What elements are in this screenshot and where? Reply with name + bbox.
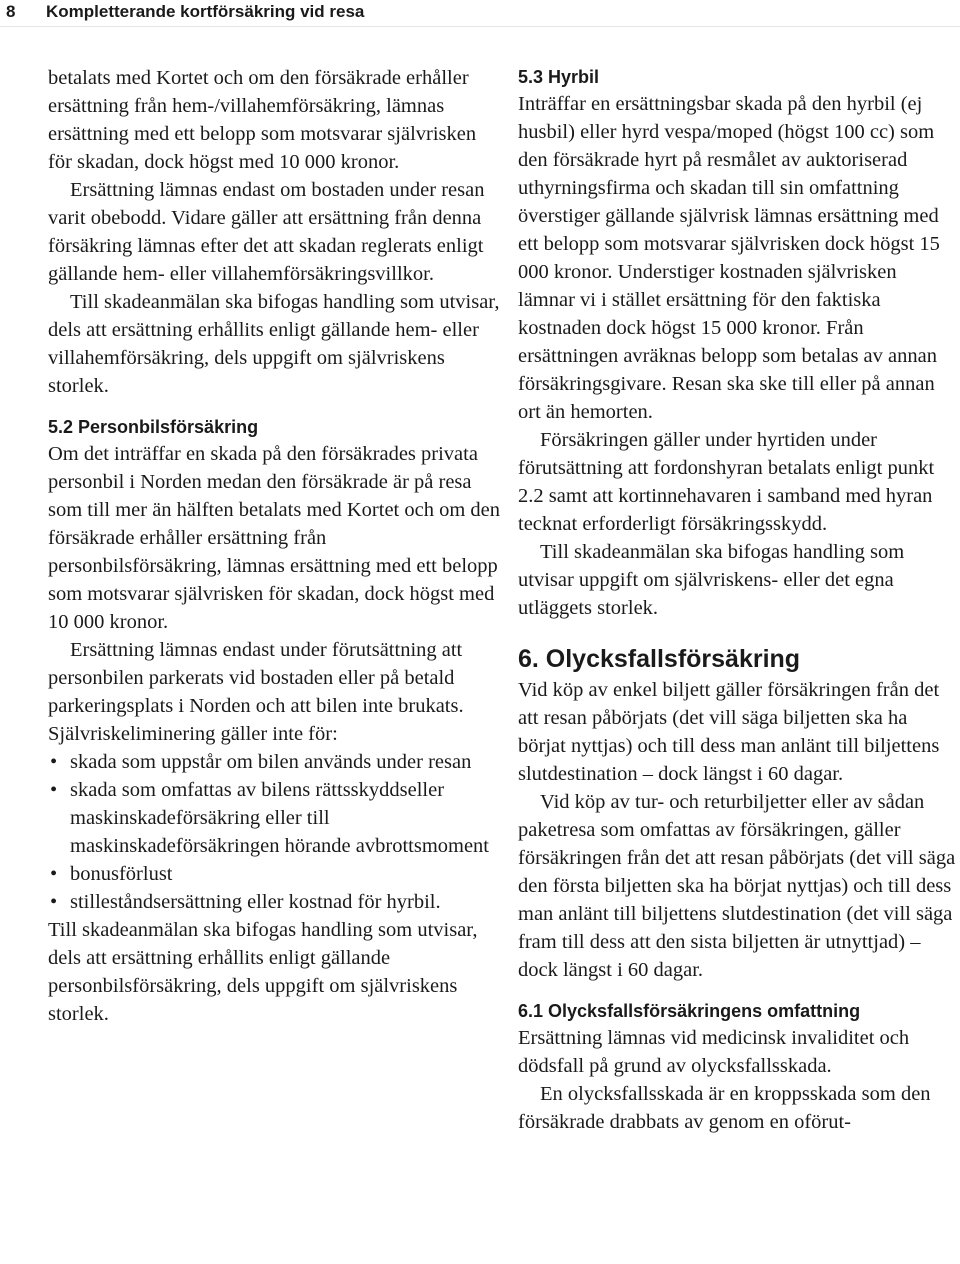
paragraph: Försäkringen gäller under hyrtiden under förutsättning att fordonshyran betalats enligt punkt 2.2 samt att kortinnehavaren i samband med hyran tecknat erforderligt försäkringsskydd.: [518, 429, 935, 535]
list-item: • stilleståndsersättning eller kostnad för hyrbil.: [48, 888, 500, 916]
page-header: [0, 0, 960, 27]
paragraph: Självriskeliminering gäller inte för:: [48, 723, 338, 745]
paragraph: betalats med Kortet och om den försäkrade erhåller ersättning från hem-/villahemförsäkring, lämnas ersättning med ett belopp som motsvarar självrisken för skadan, dock högst med 10 000 kronor.: [48, 67, 477, 173]
paragraph: Till skadeanmälan ska bifogas handling som utvisar uppgift om självriskens- eller det egna utläggets storlek.: [518, 541, 905, 619]
right-column: [518, 64, 958, 1136]
section-heading-5-2: 5.2 Personbilsförsäkring: [48, 417, 259, 437]
page-number: 8: [6, 2, 16, 21]
paragraph: Ersättning lämnas endast om bostaden under resan varit obebodd. Vidare gäller att ersättning från denna försäkring lämnas efter det att skadan reglerats enligt gällande hem- eller villahemförsäkringsvillkor.: [48, 179, 485, 285]
paragraph: Inträffar en ersättningsbar skada på den hyrbil (ej husbil) eller hyrd vespa/moped (högst 100 cc) som den försäkrade hyrt på resmålet av auktoriserad uthyrningsfirma och skadan till sin omfattning överstiger gällande självrisk lämnas ersättning med ett belopp som motsvarar självrisken dock högst 15 000 kronor. Understiger kostnaden självrisken lämnar vi i stället ersättning för den faktiska kostnaden dock högst 15 000 kronor. Från ersättningen avräknas belopp som betalas av annan försäkringsgivare. Resan ska ske till eller på annan ort än hemorten.: [518, 93, 940, 423]
page-header-title: Kompletterande kortförsäkring vid resa: [46, 2, 365, 21]
paragraph: Om det inträffar en skada på den försäkrades privata personbil i Norden medan den försäkrade är på resa som till mer än hälften betalats med Kortet och om den försäkrade erhåller ersättning från personbilsförsäkring, lämnas ersättning med ett belopp som motsvarar självrisken för skadan, dock högst med 10 000 kronor.: [48, 443, 501, 633]
section-heading-5-3: 5.3 Hyrbil: [518, 67, 600, 87]
left-column: [48, 64, 500, 1028]
exclusion-list: [48, 748, 500, 916]
list-item: • skada som uppstår om bilen används under resan: [48, 748, 500, 776]
paragraph: Ersättning lämnas vid medicinsk invaliditet och dödsfall på grund av olycksfallsskada.: [518, 1027, 910, 1077]
paragraph: Vid köp av tur- och returbiljetter eller av sådan paketresa som omfattas av försäkringen, gäller försäkringen från det att resan påbörjats (det vill säga den första biljetten ska ha börjat nyttjas) och till dess man anlänt till biljettens slutdestination (det vill säga fram till dess att den sista biljetten är utnyttjad) – dock längst i 60 dagar.: [518, 791, 956, 981]
paragraph: Till skadeanmälan ska bifogas handling som utvisar, dels att ersättning erhållits enligt gällande personbilsförsäkring, dels uppgift om självriskens storlek.: [48, 919, 478, 1025]
paragraph: Ersättning lämnas endast under förutsättning att personbilen parkerats vid bostaden eller på betald parkeringsplats i Norden och att bilen inte brukats.: [48, 639, 464, 717]
paragraph: Vid köp av enkel biljett gäller försäkringen från det att resan påbörjats (det vill säga biljetten ska ha börjat nyttjas) och till dess man anlänt till biljettens slutdestination – dock längst i 60 dagar.: [518, 679, 940, 785]
list-item: • bonusförlust: [48, 860, 500, 888]
section-heading-6: 6. Olycksfallsförsäkring: [518, 645, 801, 673]
section-heading-6-1: 6.1 Olycksfallsförsäkringens omfattning: [518, 1001, 861, 1021]
paragraph: En olycksfallsskada är en kroppsskada som den försäkrade drabbats av genom en oförut-: [518, 1083, 931, 1133]
paragraph: Till skadeanmälan ska bifogas handling som utvisar, dels att ersättning erhållits enligt gällande hem- eller villahemförsäkring, dels uppgift om självriskens storlek.: [48, 291, 500, 397]
list-item: • skada som omfattas av bilens rättsskyddseller maskinskadeförsäkring eller till maskinskadeförsäkringen hörande avbrottsmoment: [48, 776, 500, 860]
